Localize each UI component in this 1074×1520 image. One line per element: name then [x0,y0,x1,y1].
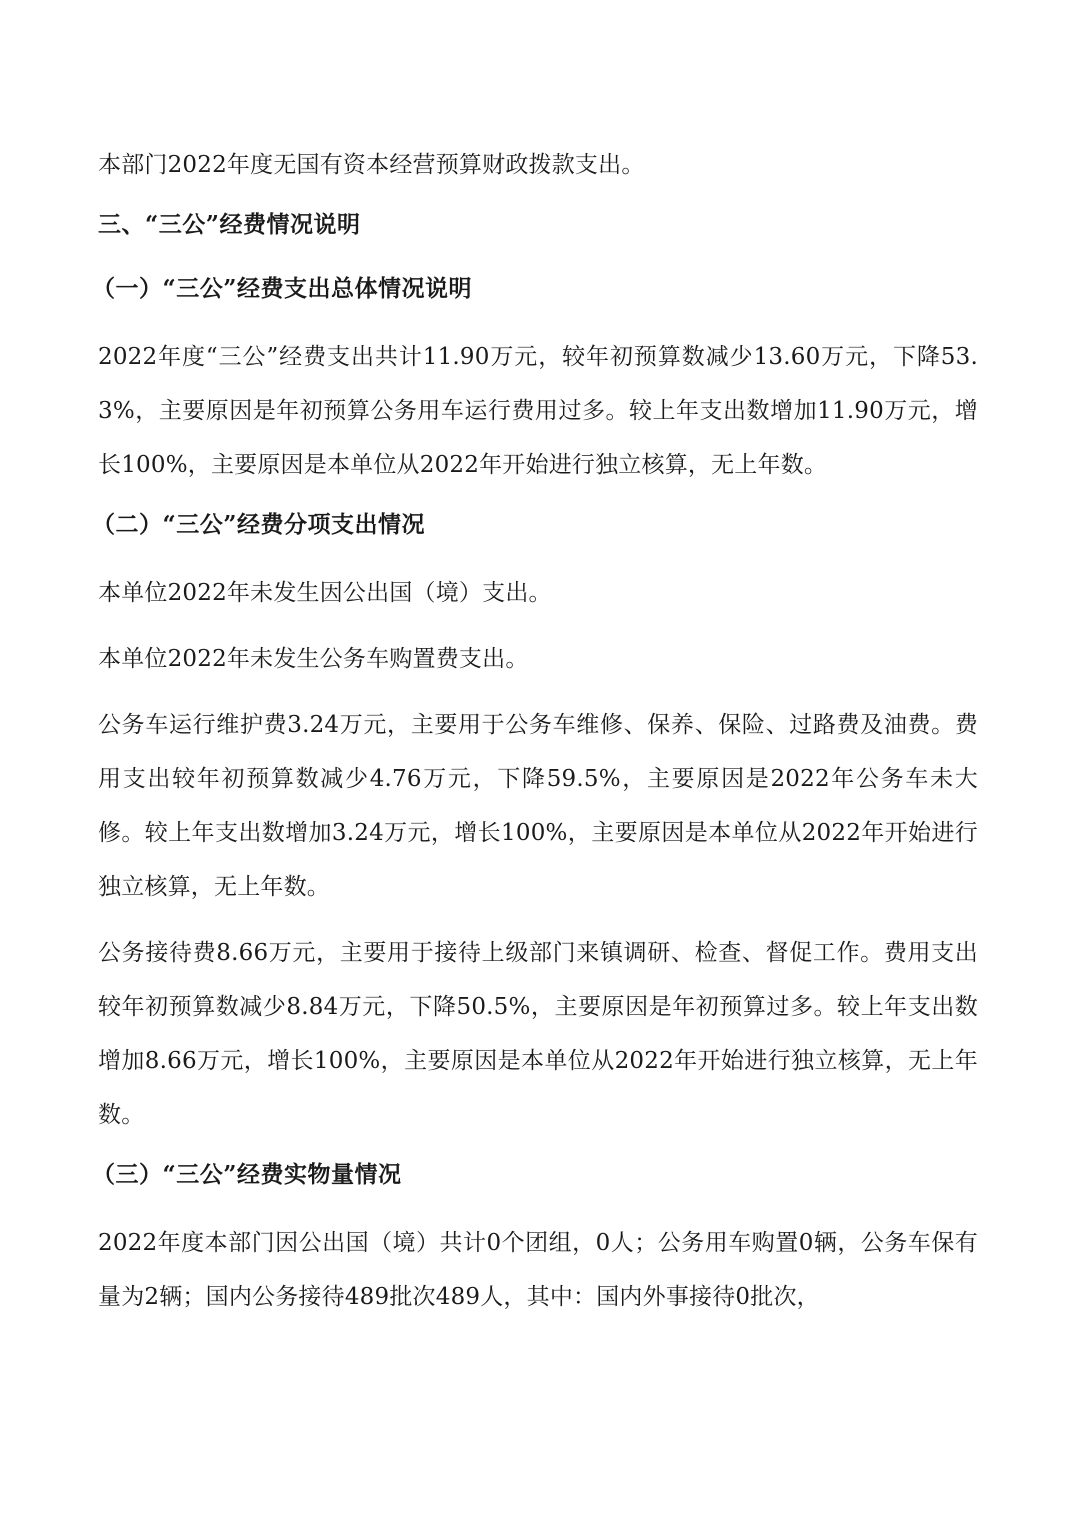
subsection-one-heading: （一）“三公”经费支出总体情况说明 [92,275,472,302]
section-three-heading: 三、“三公”经费情况说明 [98,211,361,238]
document-page [92,138,978,1336]
vehicle-purchase-paragraph: 本单位2022年未发生公务车购置费支出。 [98,646,529,672]
subsection-three-heading: （三）“三公”经费实物量情况 [92,1161,402,1188]
reception-paragraph: 公务接待费8.66万元，主要用于接待上级部门来镇调研、检查、督促工作。费用支出较年初预算数减少8.84万元，下降50.5%，主要原因是年初预算过多。较上年支出数增加8.66万元，增长100%，主要原因是本单位从2022年开始进行独立核算，无上年数。 [98,940,978,1128]
subsection-two-heading: （二）“三公”经费分项支出情况 [92,511,425,538]
intro-paragraph: 本部门2022年度无国有资本经营预算财政拨款支出。 [98,152,645,178]
subsection-one-paragraph: 2022年度“三公”经费支出共计11.90万元，较年初预算数减少13.60万元，下降53.3%，主要原因是年初预算公务用车运行费用过多。较上年支出数增加11.90万元，增长100%，主要原因是本单位从2022年开始进行独立核算，无上年数。 [98,344,978,478]
vehicle-operation-paragraph: 公务车运行维护费3.24万元，主要用于公务车维修、保养、保险、过路费及油费。费用支出较年初预算数减少4.76万元，下降59.5%，主要原因是2022年公务车未大修。较上年支出数增加3.24万元，增长100%，主要原因是本单位从2022年开始进行独立核算，无上年数。 [98,712,978,900]
overseas-travel-paragraph: 本单位2022年未发生因公出国（境）支出。 [98,580,552,606]
subsection-three-paragraph: 2022年度本部门因公出国（境）共计0个团组，0人；公务用车购置0辆，公务车保有量为2辆；国内公务接待489批次489人，其中：国内外事接待0批次， [98,1230,978,1310]
